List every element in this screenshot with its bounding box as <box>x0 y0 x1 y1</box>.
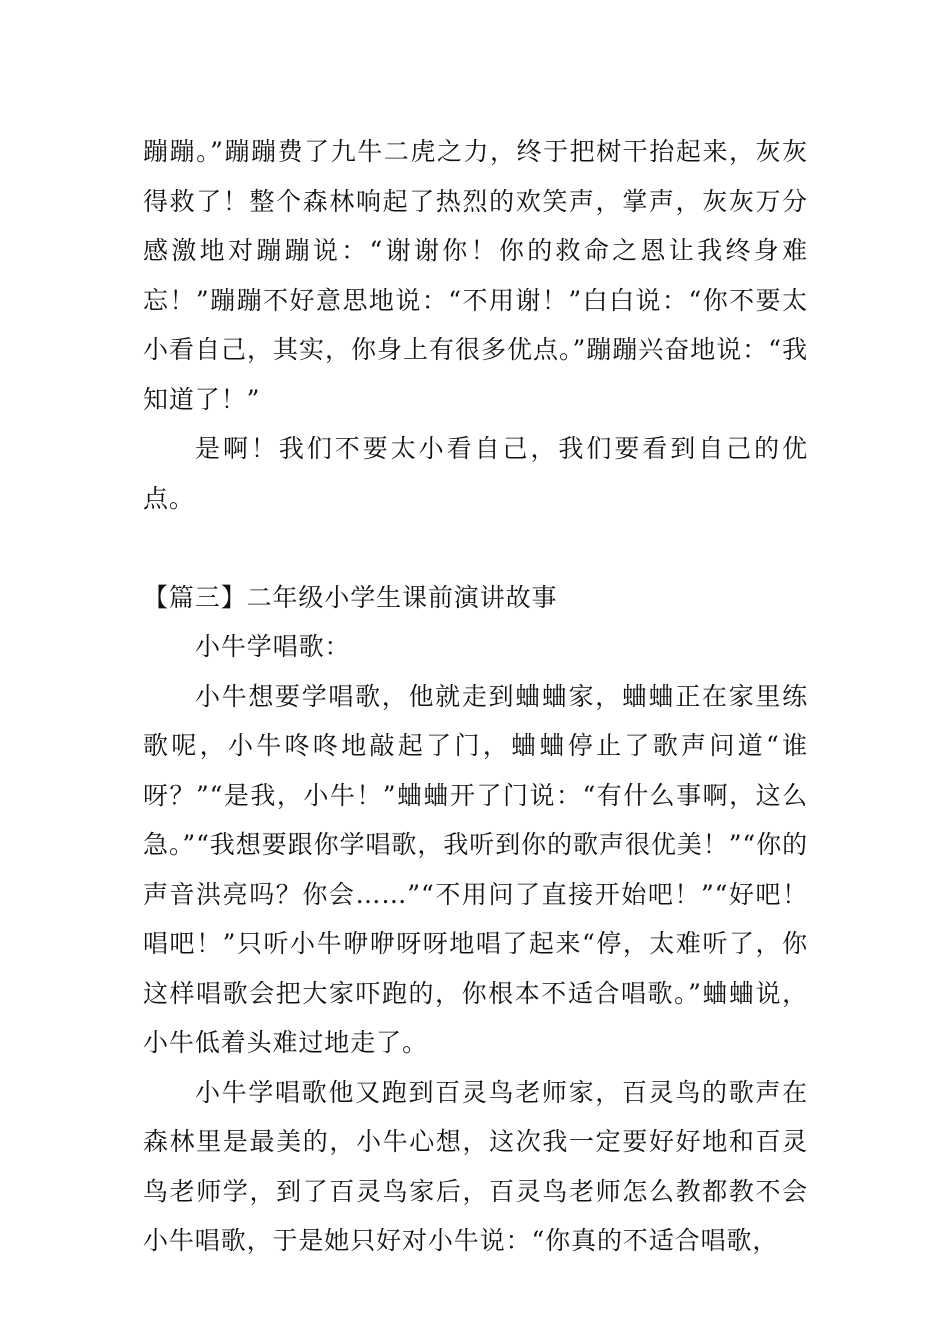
story-paragraph: 小牛学唱歌他又跑到百灵鸟老师家，百灵鸟的歌声在森林里是最美的，小牛心想，这次我一定要好好地和百灵鸟老师学，到了百灵鸟家后，百灵鸟老师怎么教都教不会小牛唱歌，于是她只好对小牛说：“你真的不适合唱歌， <box>143 1077 808 1255</box>
section-spacer <box>143 523 808 573</box>
story-paragraph-continued: 蹦蹦。”蹦蹦费了九牛二虎之力，终于把树干抬起来，灰灰得救了！整个森林响起了热烈的欢笑声，掌声，灰灰万分感激地对蹦蹦说：“谢谢你！你的救命之恩让我终身难忘！”蹦蹦不好意思地说：“不用谢！”白白说：“你不要太小看自己，其实，你身上有很多优点。”蹦蹦兴奋地说：“我知道了！” <box>143 137 808 414</box>
section-heading: 【篇三】二年级小学生课前演讲故事 <box>143 582 558 612</box>
document-page <box>143 127 808 1266</box>
story-title: 小牛学唱歌： <box>195 632 351 661</box>
story-moral-paragraph: 是啊！我们不要太小看自己，我们要看到自己的优点。 <box>143 434 808 513</box>
story-paragraph: 小牛想要学唱歌，他就走到蛐蛐家，蛐蛐正在家里练歌呢，小牛咚咚地敲起了门，蛐蛐停止了歌声问道“谁呀？”“是我，小牛！”蛐蛐开了门说：“有什么事啊，这么急。”“我想要跟你学唱歌，我听到你的歌声很优美！”“你的声音洪亮吗？你会……”“不用问了直接开始吧！”“好吧！唱吧！”只听小牛咿咿呀呀地唱了起来“停，太难听了，你这样唱歌会把大家吓跑的，你根本不适合唱歌。”蛐蛐说，小牛低着头难过地走了。 <box>143 681 808 1057</box>
